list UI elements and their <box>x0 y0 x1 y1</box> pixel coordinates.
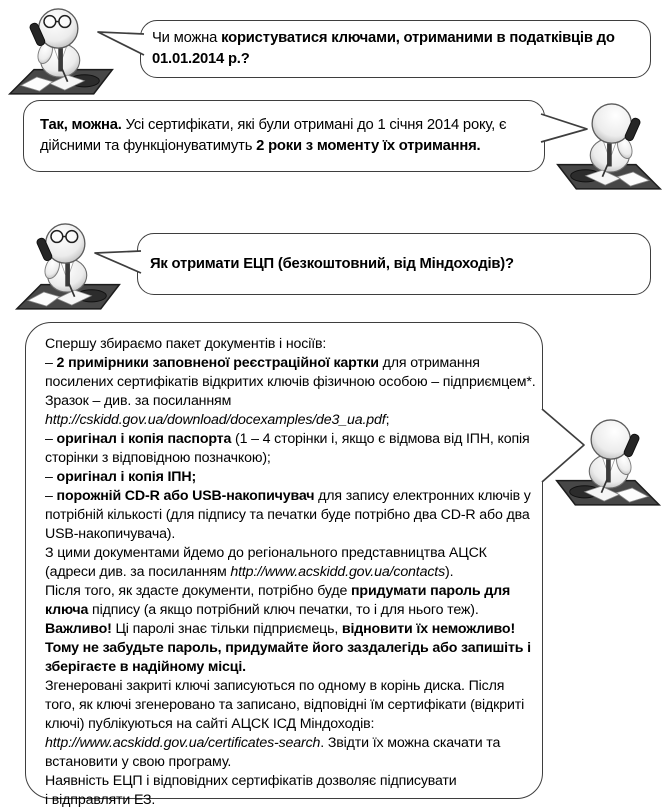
person-at-desk-phone-icon <box>6 2 118 98</box>
answer-2-text: Спершу збираємо пакет документів і носіїв: – 2 примірники заповненої реєстраційної картки для отримання посилених сертифікатів відкритих ключів фізичною особою – підприємцем*. Зразок – див. за посиланням http://cskidd.gov.ua/download/docexamples/de3_ua.pdf; – оригінал і копія паспорта (1 – 4 сторінки і, якщо є відмова від ІПН, копія сторінки з відповідною позначкою); – оригінал і копія ІПН; – порожній CD-R або USB-накопичувач для запису електронних ключів у потрібній кількості (для підпису та печатки буде потрібно два CD-R або два USB-накопичувача). З цими документами йдемо до регіонального представництва АЦСК (адреси див. за посиланням http://www.acskidd.gov.ua/contacts). Після того, як здасте документи, потрібно буде придумати пароль для ключа підпису (а якщо потрібний ключ печатки, то і для нього теж). Важливо! Ці паролі знає тільки підприємець, відновити їх неможливо! Тому не забудьте пароль, придумайте його заздалегідь або запишіть і зберігаєте в надійному місці. Згенеровані закриті ключі записуються по одному в корінь диска. Після того, як ключі згенеровано та записано, відповідні їм сертифікати (відкриті ключі) публікуються на сайті АЦСК ІСД Міндоходів: http://www.acskidd.gov.ua/certificates-search. Звідти їх можна скачати та встановити у свою програму. Наявність ЕЦП і відповідних сертифікатів дозволяє підписувати і відправляти ЕЗ. <box>45 336 536 808</box>
question-1-text: Чи можна користуватися ключами, отриманими в податківців до 01.01.2014 р.? <box>152 30 615 67</box>
answer-bubble-1 <box>23 100 545 172</box>
consultant-illustration-2 <box>551 413 663 509</box>
question-2-text: Як отримати ЕЦП (безкоштовний, від Міндоходів)? <box>150 255 514 272</box>
answer-bubble-2 <box>25 322 543 808</box>
person-at-desk-phone-icon <box>552 97 664 193</box>
person-at-desk-phone-icon <box>551 413 663 509</box>
consultant-illustration-1 <box>552 97 664 193</box>
answer-1-text: Так, можна. Усі сертифікати, які були отримані до 1 січня 2014 року, є дійсними та функціонуватимуть 2 роки з моменту їх отримання. <box>40 117 507 154</box>
question-bubble-2 <box>137 233 651 295</box>
questioner-illustration-2 <box>13 217 125 313</box>
questioner-illustration-1 <box>6 2 118 98</box>
question-bubble-1 <box>140 20 651 78</box>
person-at-desk-phone-icon <box>13 217 125 313</box>
